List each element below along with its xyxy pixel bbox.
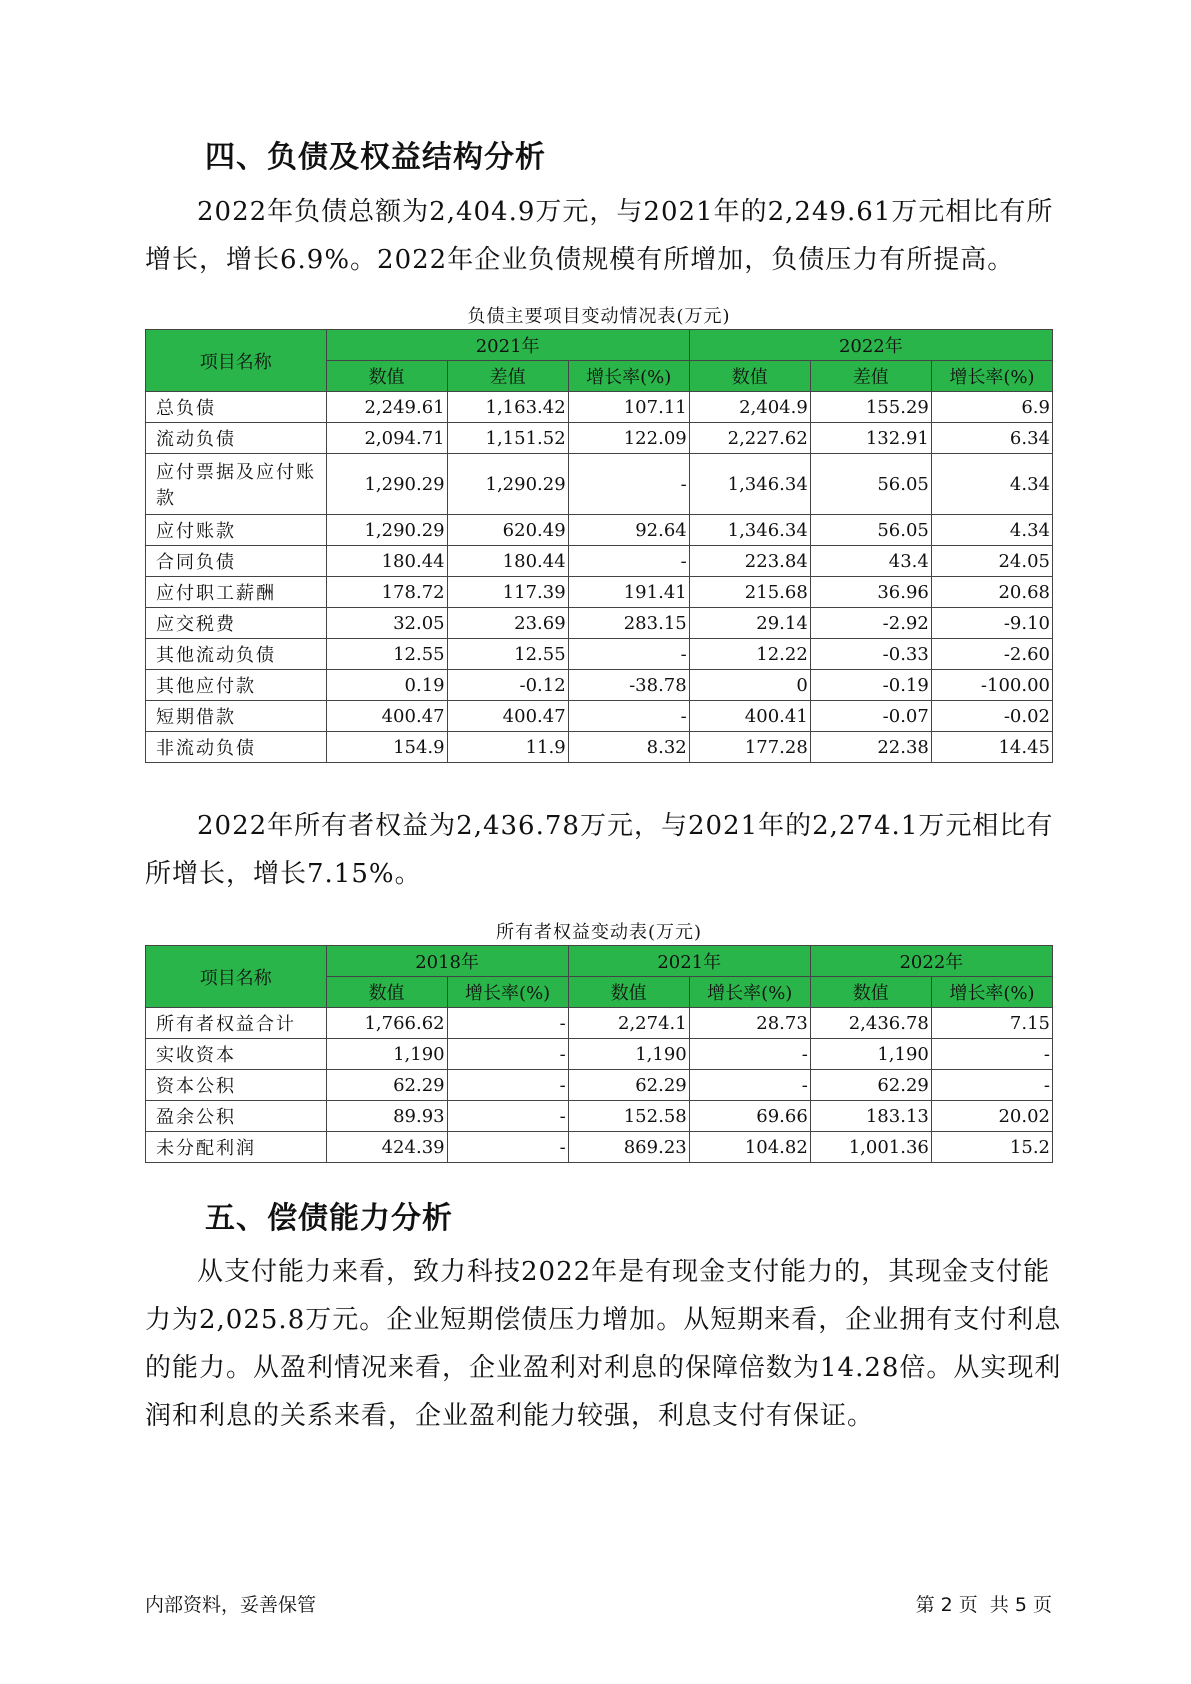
value-cell: 4.34 <box>931 454 1052 515</box>
table-row <box>146 577 1053 608</box>
value-cell: 22.38 <box>810 732 931 763</box>
value-cell: 29.14 <box>689 608 810 639</box>
value-cell: 107.11 <box>568 392 689 423</box>
year-header: 2021年 <box>568 946 810 977</box>
table-row <box>146 732 1053 763</box>
value-cell: 12.22 <box>689 639 810 670</box>
value-cell: 2,249.61 <box>326 392 447 423</box>
value-cell: -2.92 <box>810 608 931 639</box>
equity-table-caption: 所有者权益变动表(万元) <box>495 922 703 943</box>
value-cell: 12.55 <box>447 639 568 670</box>
value-cell: 178.72 <box>326 577 447 608</box>
row-label: 盈余公积 <box>146 1101 327 1132</box>
value-cell: 2,094.71 <box>326 423 447 454</box>
table-row <box>146 515 1053 546</box>
col-header-item: 项目名称 <box>146 330 327 392</box>
value-cell: 2,227.62 <box>689 423 810 454</box>
row-label: 未分配利润 <box>146 1132 327 1163</box>
value-cell: 1,346.34 <box>689 515 810 546</box>
value-cell: 1,001.36 <box>810 1132 931 1163</box>
table-row <box>146 1070 1053 1101</box>
value-cell: 89.93 <box>326 1101 447 1132</box>
value-cell: 620.49 <box>447 515 568 546</box>
value-cell: 400.47 <box>326 701 447 732</box>
value-cell: 122.09 <box>568 423 689 454</box>
value-cell: 869.23 <box>568 1132 689 1163</box>
value-cell: 177.28 <box>689 732 810 763</box>
value-cell: 11.9 <box>447 732 568 763</box>
row-label: 所有者权益合计 <box>146 1008 327 1039</box>
table-row <box>146 670 1053 701</box>
table-row <box>146 1008 1053 1039</box>
value-cell: -0.12 <box>447 670 568 701</box>
value-cell: 6.9 <box>931 392 1052 423</box>
equity-paragraph: 2022年所有者权益为2,436.78万元，与2021年的2,274.1万元相比有所增长，增长7.15%。 <box>145 811 1054 889</box>
value-cell: 8.32 <box>568 732 689 763</box>
table-row <box>146 546 1053 577</box>
value-cell: 62.29 <box>810 1070 931 1101</box>
value-cell: - <box>447 1101 568 1132</box>
value-cell: 92.64 <box>568 515 689 546</box>
value-cell: 1,151.52 <box>447 423 568 454</box>
value-cell: -100.00 <box>931 670 1052 701</box>
value-cell: -2.60 <box>931 639 1052 670</box>
value-cell: 154.9 <box>326 732 447 763</box>
value-cell: 191.41 <box>568 577 689 608</box>
year-header: 2021年 <box>326 330 689 361</box>
footer-confidential: 内部资料，妥善保管 <box>145 1594 317 1616</box>
value-cell: 1,190 <box>810 1039 931 1070</box>
row-label: 非流动负债 <box>146 732 327 763</box>
row-label: 应付职工薪酬 <box>146 577 327 608</box>
value-cell: 4.34 <box>931 515 1052 546</box>
value-cell: 223.84 <box>689 546 810 577</box>
value-cell: -38.78 <box>568 670 689 701</box>
value-cell: 14.45 <box>931 732 1052 763</box>
value-cell: 152.58 <box>568 1101 689 1132</box>
subheader-cell: 增长率(%) <box>931 361 1052 392</box>
row-label: 应交税费 <box>146 608 327 639</box>
value-cell: -0.02 <box>931 701 1052 732</box>
value-cell: 20.02 <box>931 1101 1052 1132</box>
row-label: 合同负债 <box>146 546 327 577</box>
value-cell: 132.91 <box>810 423 931 454</box>
value-cell: 2,436.78 <box>810 1008 931 1039</box>
value-cell: 7.15 <box>931 1008 1052 1039</box>
value-cell: 69.66 <box>689 1101 810 1132</box>
footer-page-number: 第 2 页 共 5 页 <box>915 1594 1052 1616</box>
subheader-cell: 增长率(%) <box>447 977 568 1008</box>
value-cell: 424.39 <box>326 1132 447 1163</box>
row-label: 应付账款 <box>146 515 327 546</box>
table-row <box>146 454 1053 515</box>
year-header-row <box>146 946 1053 977</box>
value-cell: 1,163.42 <box>447 392 568 423</box>
col-header-item: 项目名称 <box>146 946 327 1008</box>
value-cell: 23.69 <box>447 608 568 639</box>
row-label: 应付票据及应付账款 <box>146 454 327 515</box>
value-cell: 215.68 <box>689 577 810 608</box>
row-label: 实收资本 <box>146 1039 327 1070</box>
value-cell: 117.39 <box>447 577 568 608</box>
value-cell: 43.4 <box>810 546 931 577</box>
value-cell: 1,766.62 <box>326 1008 447 1039</box>
value-cell: 283.15 <box>568 608 689 639</box>
value-cell: 400.41 <box>689 701 810 732</box>
value-cell: 180.44 <box>326 546 447 577</box>
value-cell: 32.05 <box>326 608 447 639</box>
subheader-cell: 数值 <box>810 977 931 1008</box>
value-cell: 56.05 <box>810 515 931 546</box>
row-label: 总负债 <box>146 392 327 423</box>
value-cell: - <box>447 1132 568 1163</box>
value-cell: - <box>568 701 689 732</box>
value-cell: 12.55 <box>326 639 447 670</box>
value-cell: 1,190 <box>568 1039 689 1070</box>
value-cell: 155.29 <box>810 392 931 423</box>
liabilities-paragraph: 2022年负债总额为2,404.9万元，与2021年的2,249.61万元相比有所增长，增长6.9%。2022年企业负债规模有所增加，负债压力有所提高。 <box>145 197 1054 275</box>
section-heading-solvency: 五、偿债能力分析 <box>205 1201 453 1236</box>
value-cell: - <box>568 546 689 577</box>
value-cell: -0.07 <box>810 701 931 732</box>
subheader-cell: 增长率(%) <box>931 977 1052 1008</box>
year-header: 2022年 <box>689 330 1052 361</box>
value-cell: 56.05 <box>810 454 931 515</box>
row-label: 资本公积 <box>146 1070 327 1101</box>
table-row <box>146 1132 1053 1163</box>
value-cell: 62.29 <box>568 1070 689 1101</box>
subheader-cell: 数值 <box>689 361 810 392</box>
value-cell: 20.68 <box>931 577 1052 608</box>
subheader-cell: 数值 <box>326 361 447 392</box>
subheader-cell: 差值 <box>447 361 568 392</box>
table-row <box>146 608 1053 639</box>
liabilities-table-caption: 负债主要项目变动情况表(万元) <box>467 306 731 327</box>
value-cell: 183.13 <box>810 1101 931 1132</box>
row-label: 短期借款 <box>146 701 327 732</box>
value-cell: 2,274.1 <box>568 1008 689 1039</box>
year-header: 2022年 <box>810 946 1052 977</box>
subheader-cell: 增长率(%) <box>568 361 689 392</box>
table-row <box>146 392 1053 423</box>
value-cell: 180.44 <box>447 546 568 577</box>
value-cell: 1,290.29 <box>447 454 568 515</box>
value-cell: 1,290.29 <box>326 515 447 546</box>
value-cell: - <box>689 1070 810 1101</box>
value-cell: -0.19 <box>810 670 931 701</box>
table-row <box>146 423 1053 454</box>
value-cell: - <box>447 1008 568 1039</box>
subheader-cell: 增长率(%) <box>689 977 810 1008</box>
liabilities-table <box>145 329 1053 763</box>
value-cell: - <box>931 1039 1052 1070</box>
row-label: 其他流动负债 <box>146 639 327 670</box>
equity-table <box>145 945 1053 1163</box>
value-cell: - <box>447 1070 568 1101</box>
value-cell: -0.33 <box>810 639 931 670</box>
value-cell: 0 <box>689 670 810 701</box>
value-cell: 104.82 <box>689 1132 810 1163</box>
section-heading-liabilities: 四、负债及权益结构分析 <box>205 140 546 175</box>
value-cell: 1,346.34 <box>689 454 810 515</box>
value-cell: 6.34 <box>931 423 1052 454</box>
value-cell: 28.73 <box>689 1008 810 1039</box>
value-cell: 36.96 <box>810 577 931 608</box>
value-cell: - <box>568 454 689 515</box>
value-cell: 2,404.9 <box>689 392 810 423</box>
value-cell: - <box>447 1039 568 1070</box>
value-cell: -9.10 <box>931 608 1052 639</box>
value-cell: 1,290.29 <box>326 454 447 515</box>
subheader-cell: 数值 <box>326 977 447 1008</box>
table-row <box>146 1039 1053 1070</box>
value-cell: 24.05 <box>931 546 1052 577</box>
value-cell: 62.29 <box>326 1070 447 1101</box>
row-label: 其他应付款 <box>146 670 327 701</box>
subheader-cell: 数值 <box>568 977 689 1008</box>
solvency-paragraph: 从支付能力来看，致力科技2022年是有现金支付能力的，其现金支付能力为2,025.8万元。企业短期偿债压力增加。从短期来看，企业拥有支付利息的能力。从盈利情况来看，企业盈利对利息的保障倍数为14.28倍。从实现利润和利息的关系来看，企业盈利能力较强，利息支付有保证。 <box>145 1257 1062 1431</box>
value-cell: - <box>568 639 689 670</box>
value-cell: - <box>689 1039 810 1070</box>
value-cell: 400.47 <box>447 701 568 732</box>
value-cell: 1,190 <box>326 1039 447 1070</box>
year-header: 2018年 <box>326 946 568 977</box>
table-row <box>146 701 1053 732</box>
table-row <box>146 639 1053 670</box>
value-cell: 15.2 <box>931 1132 1052 1163</box>
row-label: 流动负债 <box>146 423 327 454</box>
value-cell: 0.19 <box>326 670 447 701</box>
table-row <box>146 1101 1053 1132</box>
value-cell: - <box>931 1070 1052 1101</box>
subheader-cell: 差值 <box>810 361 931 392</box>
